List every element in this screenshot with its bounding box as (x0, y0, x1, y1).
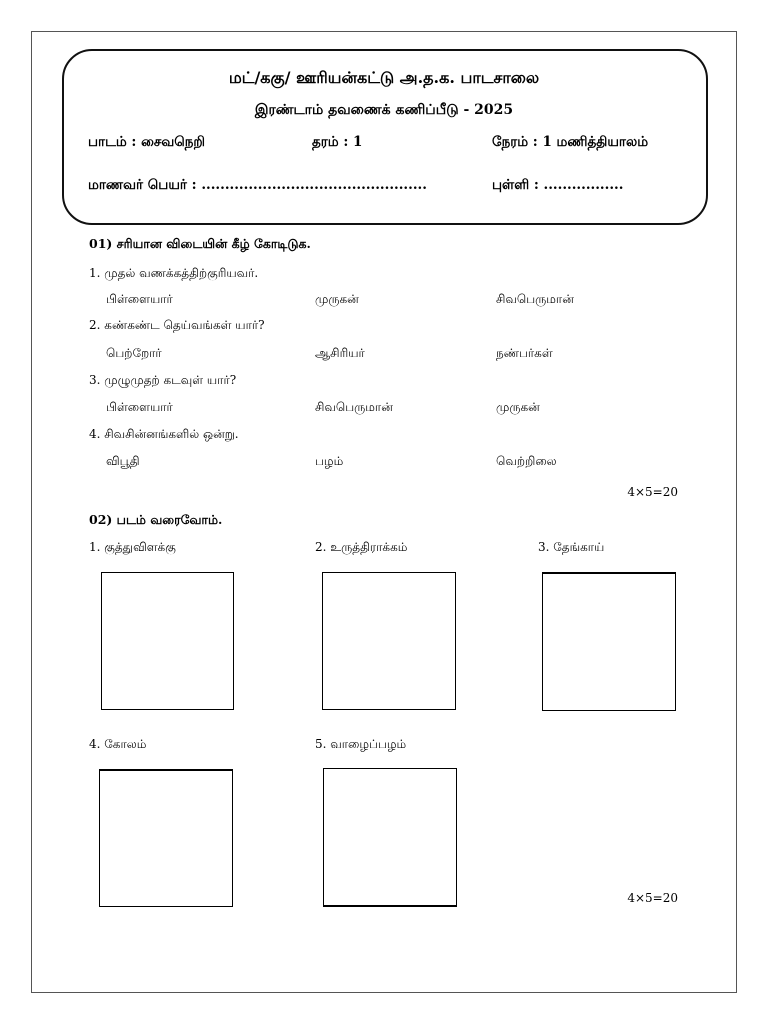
student-name-field: மாணவர் பெயர் : ................................................ (88, 177, 427, 193)
q3-option-1: பிள்ளையார் (106, 400, 173, 414)
q2-option-2: ஆசிரியர் (315, 346, 365, 360)
draw-item-5-label: 5. வாழைப்பழம் (315, 737, 407, 751)
q1-option-1: பிள்ளையார் (106, 292, 173, 306)
drawing-box-5 (323, 768, 457, 907)
draw-item-2-label: 2. உருத்திராக்கம் (315, 540, 408, 554)
q4-option-1: விபூதி (106, 454, 140, 468)
question-1: 1. முதல் வணக்கத்திற்குரியவர். (89, 266, 259, 280)
drawing-box-2 (322, 572, 456, 710)
q1-option-2: முருகன் (315, 292, 359, 306)
q1-option-3: சிவபெருமான் (496, 292, 574, 306)
grade-label: தரம் : 1 (312, 134, 363, 150)
q3-option-2: சிவபெருமான் (315, 400, 393, 414)
q2-option-1: பெற்றோர் (106, 346, 162, 360)
section2-title: 02) படம் வரைவோம். (89, 512, 223, 527)
question-3: 3. முழுமுதற் கடவுள் யார்? (89, 373, 237, 387)
q4-option-2: பழம் (315, 454, 344, 468)
draw-item-1-label: 1. குத்துவிளக்கு (89, 540, 176, 554)
school-name: மட்/ககு/ ஊரியன்கட்டு அ.த.க. பாடசாலை (228, 68, 540, 87)
q4-option-3: வெற்றிலை (496, 454, 557, 468)
draw-item-3-label: 3. தேங்காய் (538, 540, 605, 554)
subject-label: பாடம் : சைவநெறி (88, 134, 206, 150)
section1-title: 01) சரியான விடையின் கீழ் கோடிடுக. (89, 236, 311, 251)
drawing-box-4 (99, 769, 233, 907)
drawing-box-1 (101, 572, 234, 710)
draw-item-4-label: 4. கோலம் (89, 737, 147, 751)
q2-option-3: நண்பர்கள் (496, 346, 553, 360)
marks-field: புள்ளி : ................. (492, 177, 624, 193)
drawing-box-3 (542, 572, 676, 711)
section1-score: 4×5=20 (627, 485, 678, 499)
section2-score: 4×5=20 (627, 891, 678, 905)
question-4: 4. சிவசின்னங்களில் ஒன்று. (89, 427, 239, 441)
q3-option-3: முருகன் (496, 400, 540, 414)
question-2: 2. கண்கண்ட தெய்வங்கள் யார்? (89, 318, 265, 332)
exam-title: இரண்டாம் தவணைக் கணிப்பீடு - 2025 (254, 102, 514, 118)
time-label: நேரம் : 1 மணித்தியாலம் (492, 134, 649, 150)
